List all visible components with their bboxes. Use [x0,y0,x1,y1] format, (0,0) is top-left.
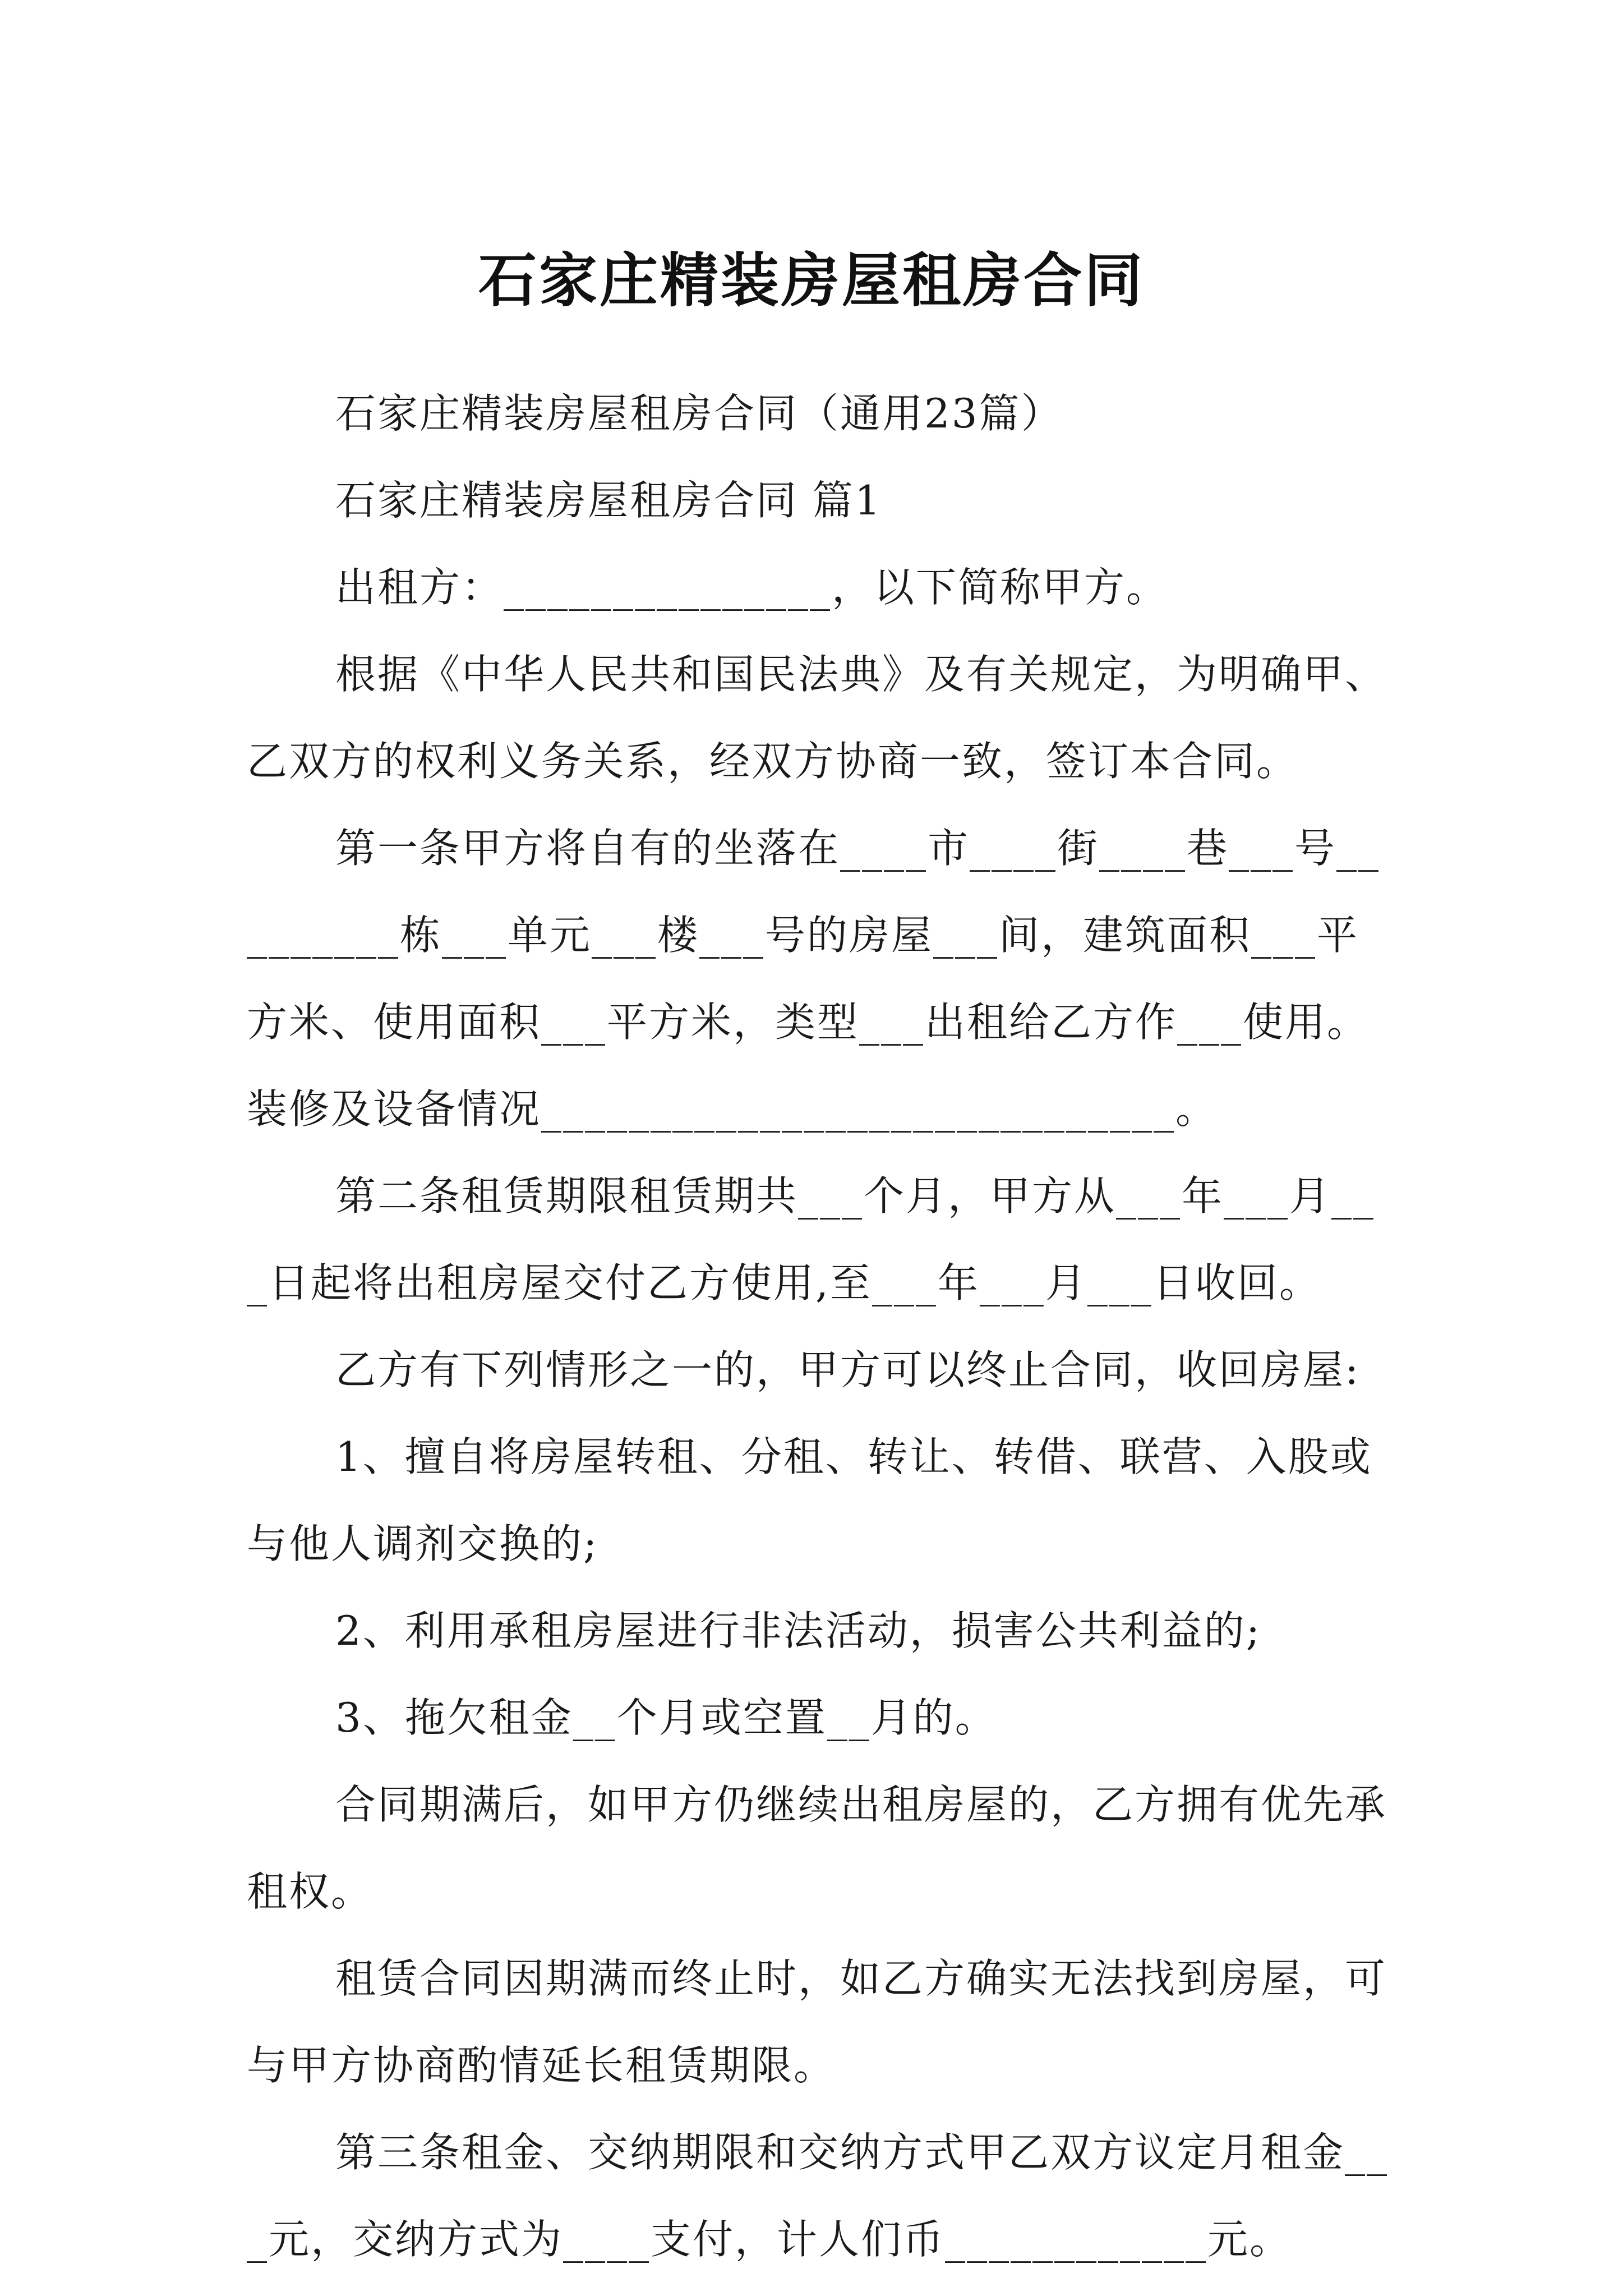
document-title: 石家庄精装房屋租房合同 [478,245,1145,315]
paragraph: 乙方有下列情形之一的，甲方可以终止合同，收回房屋: [335,1346,1361,1393]
list-item: 3、拖欠租金__个月或空置__月的。 [335,1694,997,1741]
list-item: 2、利用承租房屋进行非法活动，损害公共利益的; [335,1607,1262,1654]
article-3: 第三条租金、交纳期限和交纳方式甲乙双方议定月租金___元，交纳方式为____支付，计人们币____________元。 [247,2129,1389,2263]
document-body [247,370,1391,2283]
paragraph: 租赁合同因期满而终止时，如乙方确实无法找到房屋，可与甲方协商酌情延长租赁期限。 [247,1955,1387,2089]
article-2: 第二条租赁期限租赁期共___个月，甲方从___年___月___日起将出租房屋交付乙方使用,至___年___月___日收回。 [247,1172,1376,1306]
subtitle: 石家庄精装房屋租房合同（通用23篇） [335,390,1063,437]
paragraph: 根据《中华人民共和国民法典》及有关规定，为明确甲、乙双方的权利义务关系，经双方协商一致，签订本合同。 [247,651,1387,785]
list-item: 1、擅自将房屋转租、分租、转让、转借、联营、入股或与他人调剂交换的; [247,1433,1372,1567]
article-1: 第一条甲方将自有的坐落在____市____街____巷___号_________栋___单元___楼___号的房屋___间，建筑面积___平方米、使用面积___平方米，类型___出租给乙方作___使用。装修及设备情况_____________________________。 [247,825,1381,1133]
paragraph: 合同期满后，如甲方仍继续出租房屋的，乙方拥有优先承租权。 [247,1781,1387,1915]
section-heading: 石家庄精装房屋租房合同 篇1 [335,477,882,524]
lessor-line: 出租方：_______________，以下简称甲方。 [335,564,1169,611]
